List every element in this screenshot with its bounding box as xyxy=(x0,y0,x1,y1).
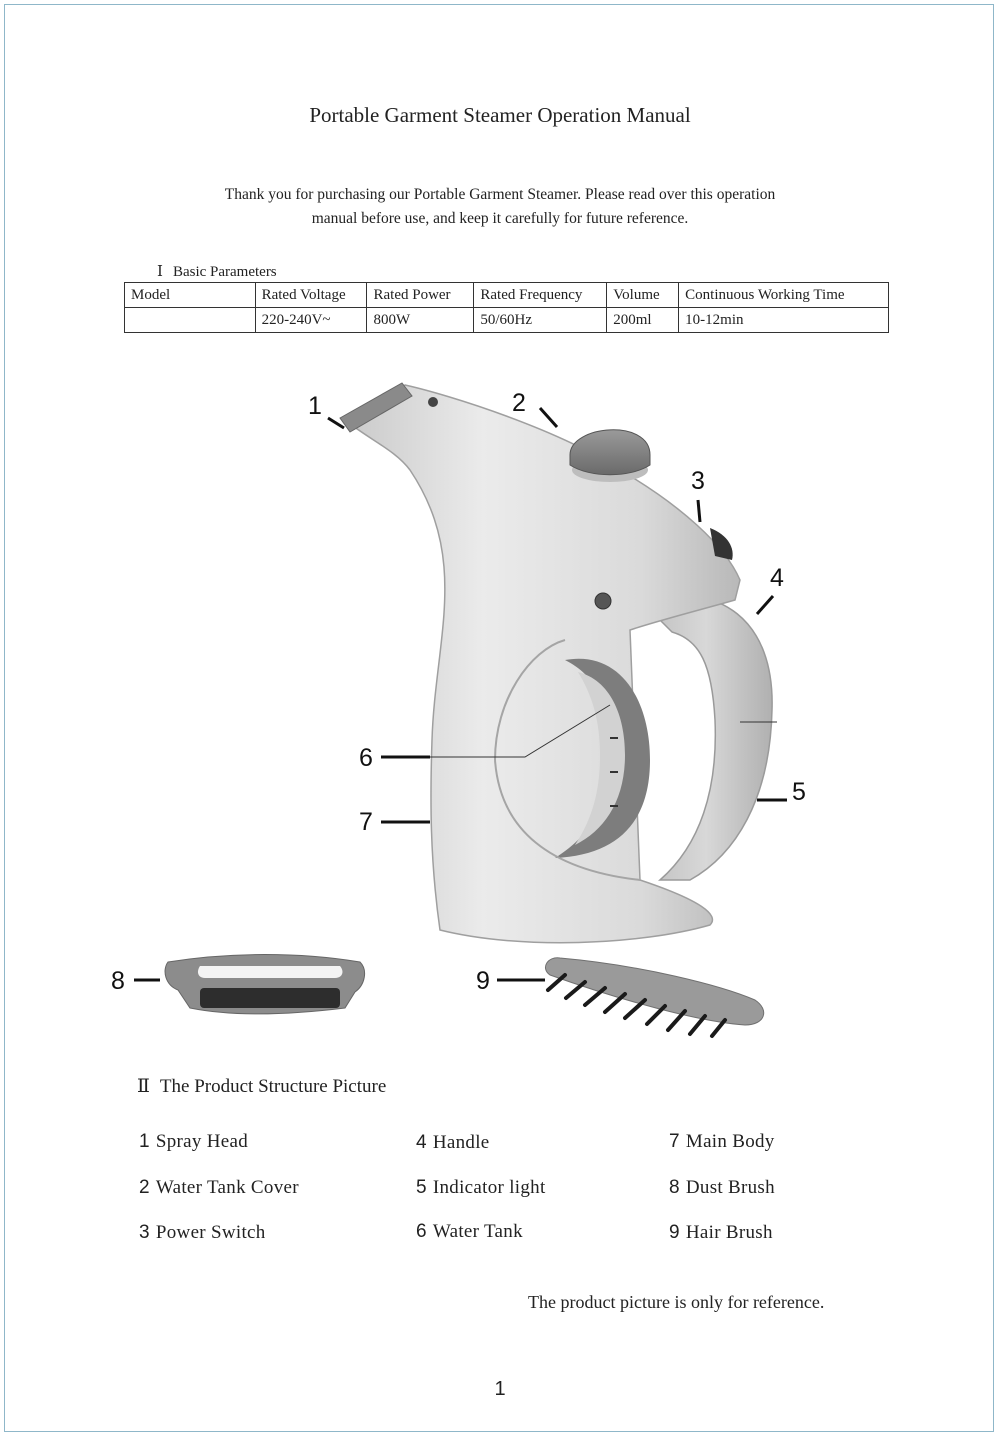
header-model: Model xyxy=(125,283,256,308)
section-basic-parameters-heading xyxy=(157,262,277,281)
handle-shape xyxy=(640,595,772,880)
callout-number-1: 1 xyxy=(308,392,322,420)
parameters-table xyxy=(124,282,889,333)
dust-brush-shape xyxy=(165,955,365,1015)
part-item-handle: 4 Handle xyxy=(416,1132,490,1153)
part-item-main-body: 7 Main Body xyxy=(669,1131,775,1152)
table-value-row xyxy=(125,308,889,333)
header-rated-frequency: Rated Frequency xyxy=(474,283,607,308)
callout-number-2: 2 xyxy=(512,389,526,417)
intro-line-1: Thank you for purchasing our Portable Garment Steamer. Please read over this operation xyxy=(224,186,776,203)
section-number: Ⅱ xyxy=(137,1076,150,1097)
value-working-time: 10-12min xyxy=(679,308,889,333)
part-item-spray-head: 1 Spray Head xyxy=(139,1131,249,1152)
header-rated-voltage: Rated Voltage xyxy=(255,283,367,308)
page-number: 1 xyxy=(494,1378,506,1400)
part-item-indicator-light: 5 Indicator light xyxy=(416,1177,546,1198)
callout-line-2 xyxy=(540,408,557,427)
water-tank-cover-shape xyxy=(570,430,650,482)
intro-line-2: manual before use, and keep it carefully for future reference. xyxy=(311,210,689,227)
page-title: Portable Garment Steamer Operation Manual xyxy=(309,103,691,127)
callout-number-5: 5 xyxy=(792,778,806,806)
callout-line-4 xyxy=(757,596,773,614)
callout-number-4: 4 xyxy=(770,564,784,592)
part-item-power-switch: 3 Power Switch xyxy=(139,1222,266,1243)
header-working-time: Continuous Working Time xyxy=(679,283,889,308)
value-volume: 200ml xyxy=(607,308,679,333)
product-structure-figure xyxy=(0,360,1000,1060)
value-rated-frequency: 50/60Hz xyxy=(474,308,607,333)
callout-number-3: 3 xyxy=(691,467,705,495)
callout-line-3 xyxy=(698,500,700,522)
value-rated-voltage: 220-240V~ xyxy=(255,308,367,333)
section-structure-heading xyxy=(137,1075,386,1098)
value-model xyxy=(125,308,256,333)
section-number: Ⅰ xyxy=(157,264,163,280)
table-header-row xyxy=(125,283,889,308)
callout-number-9: 9 xyxy=(476,967,490,995)
section-title: The Product Structure Picture xyxy=(159,1076,387,1097)
section-title: Basic Parameters xyxy=(172,264,277,280)
value-rated-power: 800W xyxy=(367,308,474,333)
part-item-hair-brush: 9 Hair Brush xyxy=(669,1222,773,1243)
reference-note: The product picture is only for reference. xyxy=(528,1292,825,1312)
callout-number-7: 7 xyxy=(359,808,373,836)
hair-brush-shape xyxy=(545,958,763,1036)
callout-number-8: 8 xyxy=(111,967,125,995)
header-volume: Volume xyxy=(607,283,679,308)
header-rated-power: Rated Power xyxy=(367,283,474,308)
part-item-water-tank-cover: 2 Water Tank Cover xyxy=(139,1177,299,1198)
callout-number-6: 6 xyxy=(359,744,373,772)
part-item-dust-brush: 8 Dust Brush xyxy=(669,1177,775,1198)
part-item-water-tank: 6 Water Tank xyxy=(416,1221,523,1242)
